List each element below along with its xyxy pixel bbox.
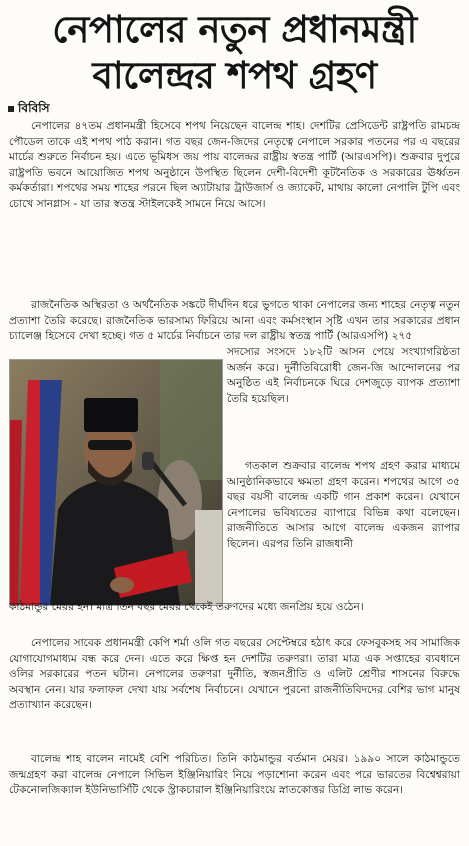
article-headline — [0, 6, 469, 98]
paragraph-2: রাজনৈতিক অস্থিরতা ও অর্থনৈতিক সঙ্কটে দীর্ঘদিন ধরে ভুগতে থাকা নেপালের জন্য শাহের নেতৃত্ব নতুন প্রত্যাশা তৈরি করেছে। রাজনৈতিক ভারসাম্য ফিরিয়ে আনা এবং কর্মসংস্থান সৃষ্টি এখন তার সরকারের প্রধান চ্যালেঞ্জ হিসেবে দেখা হচ্ছে। গত ৫ মার্চের নির্বাচনে তার দল রাষ্ট্রীয় স্বতন্ত্র পার্টি (আরএসপি) ২৭৫ — [9, 299, 460, 343]
paragraph-2-column: সদস্যের সংসদে ১৮২টি আসন পেয়ে সংখ্যাগরিষ্ঠতা অর্জন করে। দুর্নীতিবিরোধী জেন-জি আন্দোলনের পর অনুষ্ঠিত এই নির্বাচনকে ঘিরে দেশজুড়ে ব্যাপক প্রত্যাশা তৈরি হয়েছিল। — [227, 346, 460, 405]
ceremony-photo-illustration — [10, 360, 222, 605]
ceremony-photo — [9, 359, 223, 606]
paragraph-4: নেপালের সাবেক প্রধানমন্ত্রী কেপি শর্মা ওলি গত বছরের সেপ্টেম্বরে হঠাৎ করে ফেসবুকসহ সব সামাজিক যোগাযোগমাধ্যম বন্ধ করে দেন। এতে করে ক্ষিপ্ত হন দেশটির তরুণরা। তারা মাত্র এক সপ্তাহের ব্যবধানে ওলির সরকারের পতন ঘটান। নেপালের তরুণরা দুর্নীতি, স্বজনপ্রীতি ও এলিট শ্রেণীর শাসনের বিরুদ্ধে অবস্থান নেন। যার ফলাফল দেখা যায় সর্বশেষ নির্বাচনে। যেখানে পুরনো রাজনীতিবিদদের বেশির ভাগ মানুষ প্রত্যাখ্যান করেছেন। — [9, 637, 460, 712]
headline-line-2: বালেন্দ্রর শপথ গ্রহণ — [92, 53, 377, 97]
paragraph-3-column: গতকাল শুক্রবার বালেন্দ্র শপথ গ্রহণ করার মাধ্যমে আনুষ্ঠানিকভাবে ক্ষমতা গ্রহণ করেন। শপথের আগে ৩৫ বছর বয়সী বালেন্দ্র একটি গান প্রকাশ করেন। যেখানে নেপালের ভবিষ্যতের ব্যাপারে বিভিন্ন কথা বলেছেন। রাজনীতিতে আসার আগে বালেন্দ্র একজন র‍্যাপার ছিলেন। এরপর তিনি রাজধানী — [227, 460, 460, 550]
source-label: বিবিসি — [18, 101, 50, 115]
paragraph-3-continued: কাঠমান্ডুর মেয়র হন। মাত্র তিন বছর মেয়র থেকেই তরুণদের মধ্যে জনপ্রিয় হয়ে ওঠেন। — [9, 601, 364, 613]
source-byline — [8, 101, 50, 116]
paragraph-5: বালেন্দ্র শাহ বালেন নামেই বেশি পরিচিত। তিনি কাঠমান্ডুর বর্তমান মেয়র। ১৯৯০ সালে কাঠমান্ডুতে জন্মগ্রহণ করা বালেন্দ্র নেপালে সিভিল ইঞ্জিনিয়ারিং নিয়ে পড়াশোনা করেন এবং পরে ভারতের বিশ্বেশ্বরায়া টেকনোলজিক্যাল ইউনিভার্সিটি থেকে স্ট্রাকচারাল ইঞ্জিনিয়ারিংয়ে স্নাতকোত্তর ডিগ্রি লাভ করেন। — [9, 753, 460, 797]
headline-line-1: নেপালের নতুন প্রধানমন্ত্রী — [52, 7, 417, 51]
bullet-square-icon — [8, 106, 14, 112]
paragraph-1: নেপালের ৪৭তম প্রধানমন্ত্রী হিসেবে শপথ নিয়েছেন বালেন্দ্র শাহ। দেশটির প্রেসিডেন্ট রাষ্ট্রপতি রামচন্দ্র পৌডেল তাকে এই শপথ পাঠ করান। গত বছর জেন-জিদের নেতৃত্বে নেপালে সরকার পতনের পর এ বছরের মার্চের শুরুতে নির্বাচন হয়। এতে ভূমিধস জয় পায় বালেন্দ্রর রাষ্ট্রীয় স্বতন্ত্র পার্টি (আরএসপি)। শুক্রবার দুপুরে রাষ্ট্রপতি ভবনে আয়োজিত শপথ অনুষ্ঠানে উপস্থিত ছিলেন দেশী-বিদেশী কূটনৈতিক ও সরকারের ঊর্ধ্বতন কর্মকর্তারা। শপথের সময় শাহের পরনে ছিল অ্যাটায়ার ট্রাউজার্স ও জ্যাকেট, মাথায় কালো নেপালি টুপি এবং চোখে সানগ্লাস - যা তার স্বতন্ত্র স্টাইলকেই সামনে নিয়ে আসে। — [9, 120, 460, 210]
